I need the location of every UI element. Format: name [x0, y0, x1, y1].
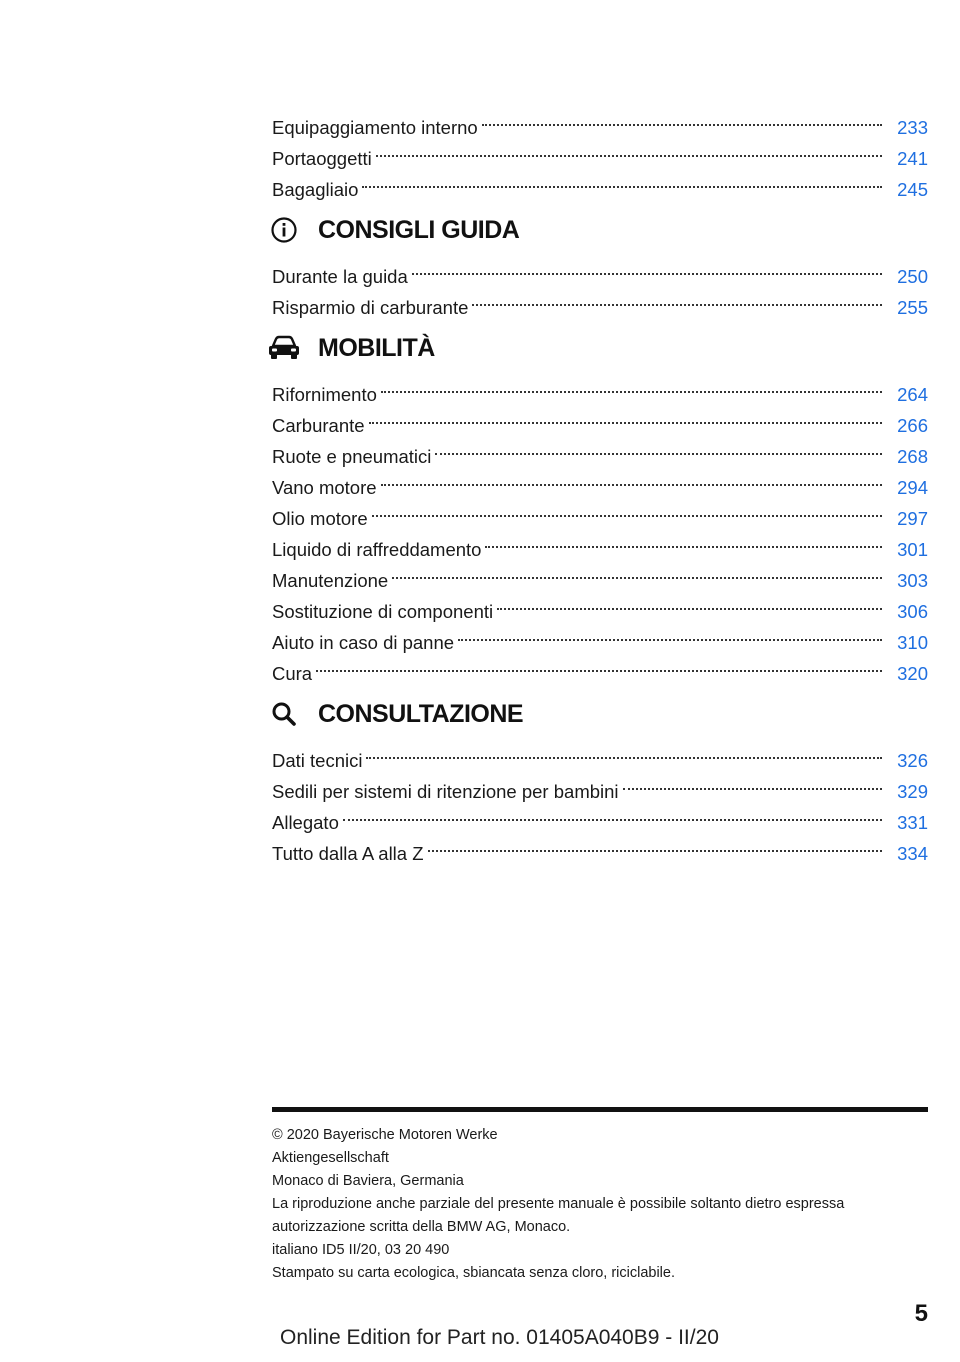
- toc-entry-label: Olio motore: [272, 508, 368, 529]
- copyright-line: © 2020 Bayerische Motoren Werke: [272, 1127, 498, 1143]
- dot-leader: [435, 432, 882, 463]
- section-heading-consigli-guida: [264, 212, 928, 248]
- toc-entry-page-link[interactable]: 264: [897, 384, 928, 405]
- toc-entry-page-link[interactable]: 306: [897, 601, 928, 622]
- toc-entry-label: Vano motore: [272, 477, 377, 498]
- toc-entry-label: Allegato: [272, 812, 339, 833]
- dot-leader: [343, 798, 882, 829]
- toc-entry-page-link[interactable]: 310: [897, 632, 928, 653]
- toc-entry-page-link[interactable]: 266: [897, 415, 928, 436]
- location-line: Monaco di Baviera, Germania: [272, 1173, 464, 1189]
- toc-entry-page-link[interactable]: 329: [897, 781, 928, 802]
- toc-entry[interactable]: [272, 370, 928, 405]
- toc-entry-label: Portaoggetti: [272, 148, 372, 169]
- toc-entry-label: Cura: [272, 663, 313, 684]
- toc-entry-page-link[interactable]: 294: [897, 477, 928, 498]
- toc-entry-label: Rifornimento: [272, 384, 377, 405]
- toc-entry-page-link[interactable]: 245: [897, 179, 928, 200]
- dot-leader: [623, 767, 882, 798]
- toc-entry[interactable]: [272, 103, 928, 138]
- toc-entry-label: Tutto dalla A alla Z: [272, 843, 424, 864]
- reproduction-notice: La riproduzione anche parziale del presente manuale è possibile soltanto dietro espressa: [272, 1196, 845, 1212]
- toc-entry[interactable]: [272, 432, 928, 467]
- section-heading-consultazione: [264, 696, 928, 732]
- toc-entry-label: Sostituzione di componenti: [272, 601, 494, 622]
- toc-entry[interactable]: [272, 165, 928, 200]
- dot-leader: [485, 525, 882, 556]
- toc-entry-page-link[interactable]: 241: [897, 148, 928, 169]
- toc-entry-label: Aiuto in caso di panne: [272, 632, 455, 653]
- dot-leader: [412, 252, 882, 283]
- section-title: CONSIGLI GUIDA: [318, 215, 520, 244]
- toc-entry-label: Sedili per sistemi di ritenzione per bambini: [272, 781, 619, 802]
- section-title: MOBILITÀ: [318, 333, 435, 362]
- paper-notice: Stampato su carta ecologica, sbiancata senza cloro, riciclabile.: [272, 1265, 675, 1281]
- toc-entry-page-link[interactable]: 303: [897, 570, 928, 591]
- dot-leader: [381, 463, 882, 494]
- toc-entry-page-link[interactable]: 268: [897, 446, 928, 467]
- edition-id: italiano ID5 II/20, 03 20 490: [272, 1242, 450, 1258]
- toc-entry-label: Carburante: [272, 415, 365, 436]
- toc-entry[interactable]: [272, 649, 928, 684]
- dot-leader: [376, 134, 882, 165]
- dot-leader: [482, 103, 882, 134]
- table-of-contents: [272, 103, 928, 864]
- toc-entry[interactable]: [272, 798, 928, 833]
- toc-entry-page-link[interactable]: 320: [897, 663, 928, 684]
- dot-leader: [362, 165, 882, 196]
- toc-entry-label: Equipaggiamento interno: [272, 117, 478, 138]
- toc-entry-label: Risparmio di carburante: [272, 297, 469, 318]
- toc-entry-page-link[interactable]: 233: [897, 117, 928, 138]
- search-icon: [264, 696, 304, 732]
- dot-leader: [366, 736, 882, 767]
- dot-leader: [428, 829, 882, 860]
- toc-entry[interactable]: [272, 767, 928, 802]
- dot-leader: [472, 283, 882, 314]
- divider-rule: [272, 1107, 928, 1112]
- toc-entry-label: Dati tecnici: [272, 750, 363, 771]
- section-title: CONSULTAZIONE: [318, 699, 524, 728]
- toc-entry[interactable]: [272, 736, 928, 771]
- dot-leader: [497, 587, 882, 618]
- toc-entry-page-link[interactable]: 250: [897, 266, 928, 287]
- company-line: Aktiengesellschaft: [272, 1150, 389, 1166]
- toc-entry[interactable]: [272, 829, 928, 864]
- dot-leader: [458, 618, 882, 649]
- toc-entry-page-link[interactable]: 331: [897, 812, 928, 833]
- dot-leader: [392, 556, 882, 587]
- toc-entry-page-link[interactable]: 326: [897, 750, 928, 771]
- info-icon: [264, 212, 304, 248]
- toc-entry-label: Manutenzione: [272, 570, 389, 591]
- toc-group-top: [272, 103, 928, 200]
- dot-leader: [372, 494, 882, 525]
- toc-entry[interactable]: [272, 401, 928, 436]
- toc-entry-page-link[interactable]: 255: [897, 297, 928, 318]
- toc-entry-page-link[interactable]: 334: [897, 843, 928, 864]
- toc-entry-page-link[interactable]: 301: [897, 539, 928, 560]
- section-heading-mobilita: [264, 330, 928, 366]
- toc-entry-page-link[interactable]: 297: [897, 508, 928, 529]
- toc-entry-label: Bagagliaio: [272, 179, 359, 200]
- toc-entry-label: Liquido di raffreddamento: [272, 539, 482, 560]
- online-edition-footer: Online Edition for Part no. 01405A040B9 - II/20: [280, 1326, 719, 1349]
- dot-leader: [381, 370, 882, 401]
- dot-leader: [316, 649, 882, 680]
- colophon: [272, 1124, 928, 1285]
- car-icon: [264, 330, 304, 366]
- reproduction-notice-cont: autorizzazione scritta della BMW AG, Monaco.: [272, 1219, 571, 1235]
- page-number: 5: [914, 1300, 928, 1327]
- toc-entry-label: Ruote e pneumatici: [272, 446, 432, 467]
- dot-leader: [369, 401, 882, 432]
- toc-entry[interactable]: [272, 252, 928, 287]
- toc-entry-label: Durante la guida: [272, 266, 408, 287]
